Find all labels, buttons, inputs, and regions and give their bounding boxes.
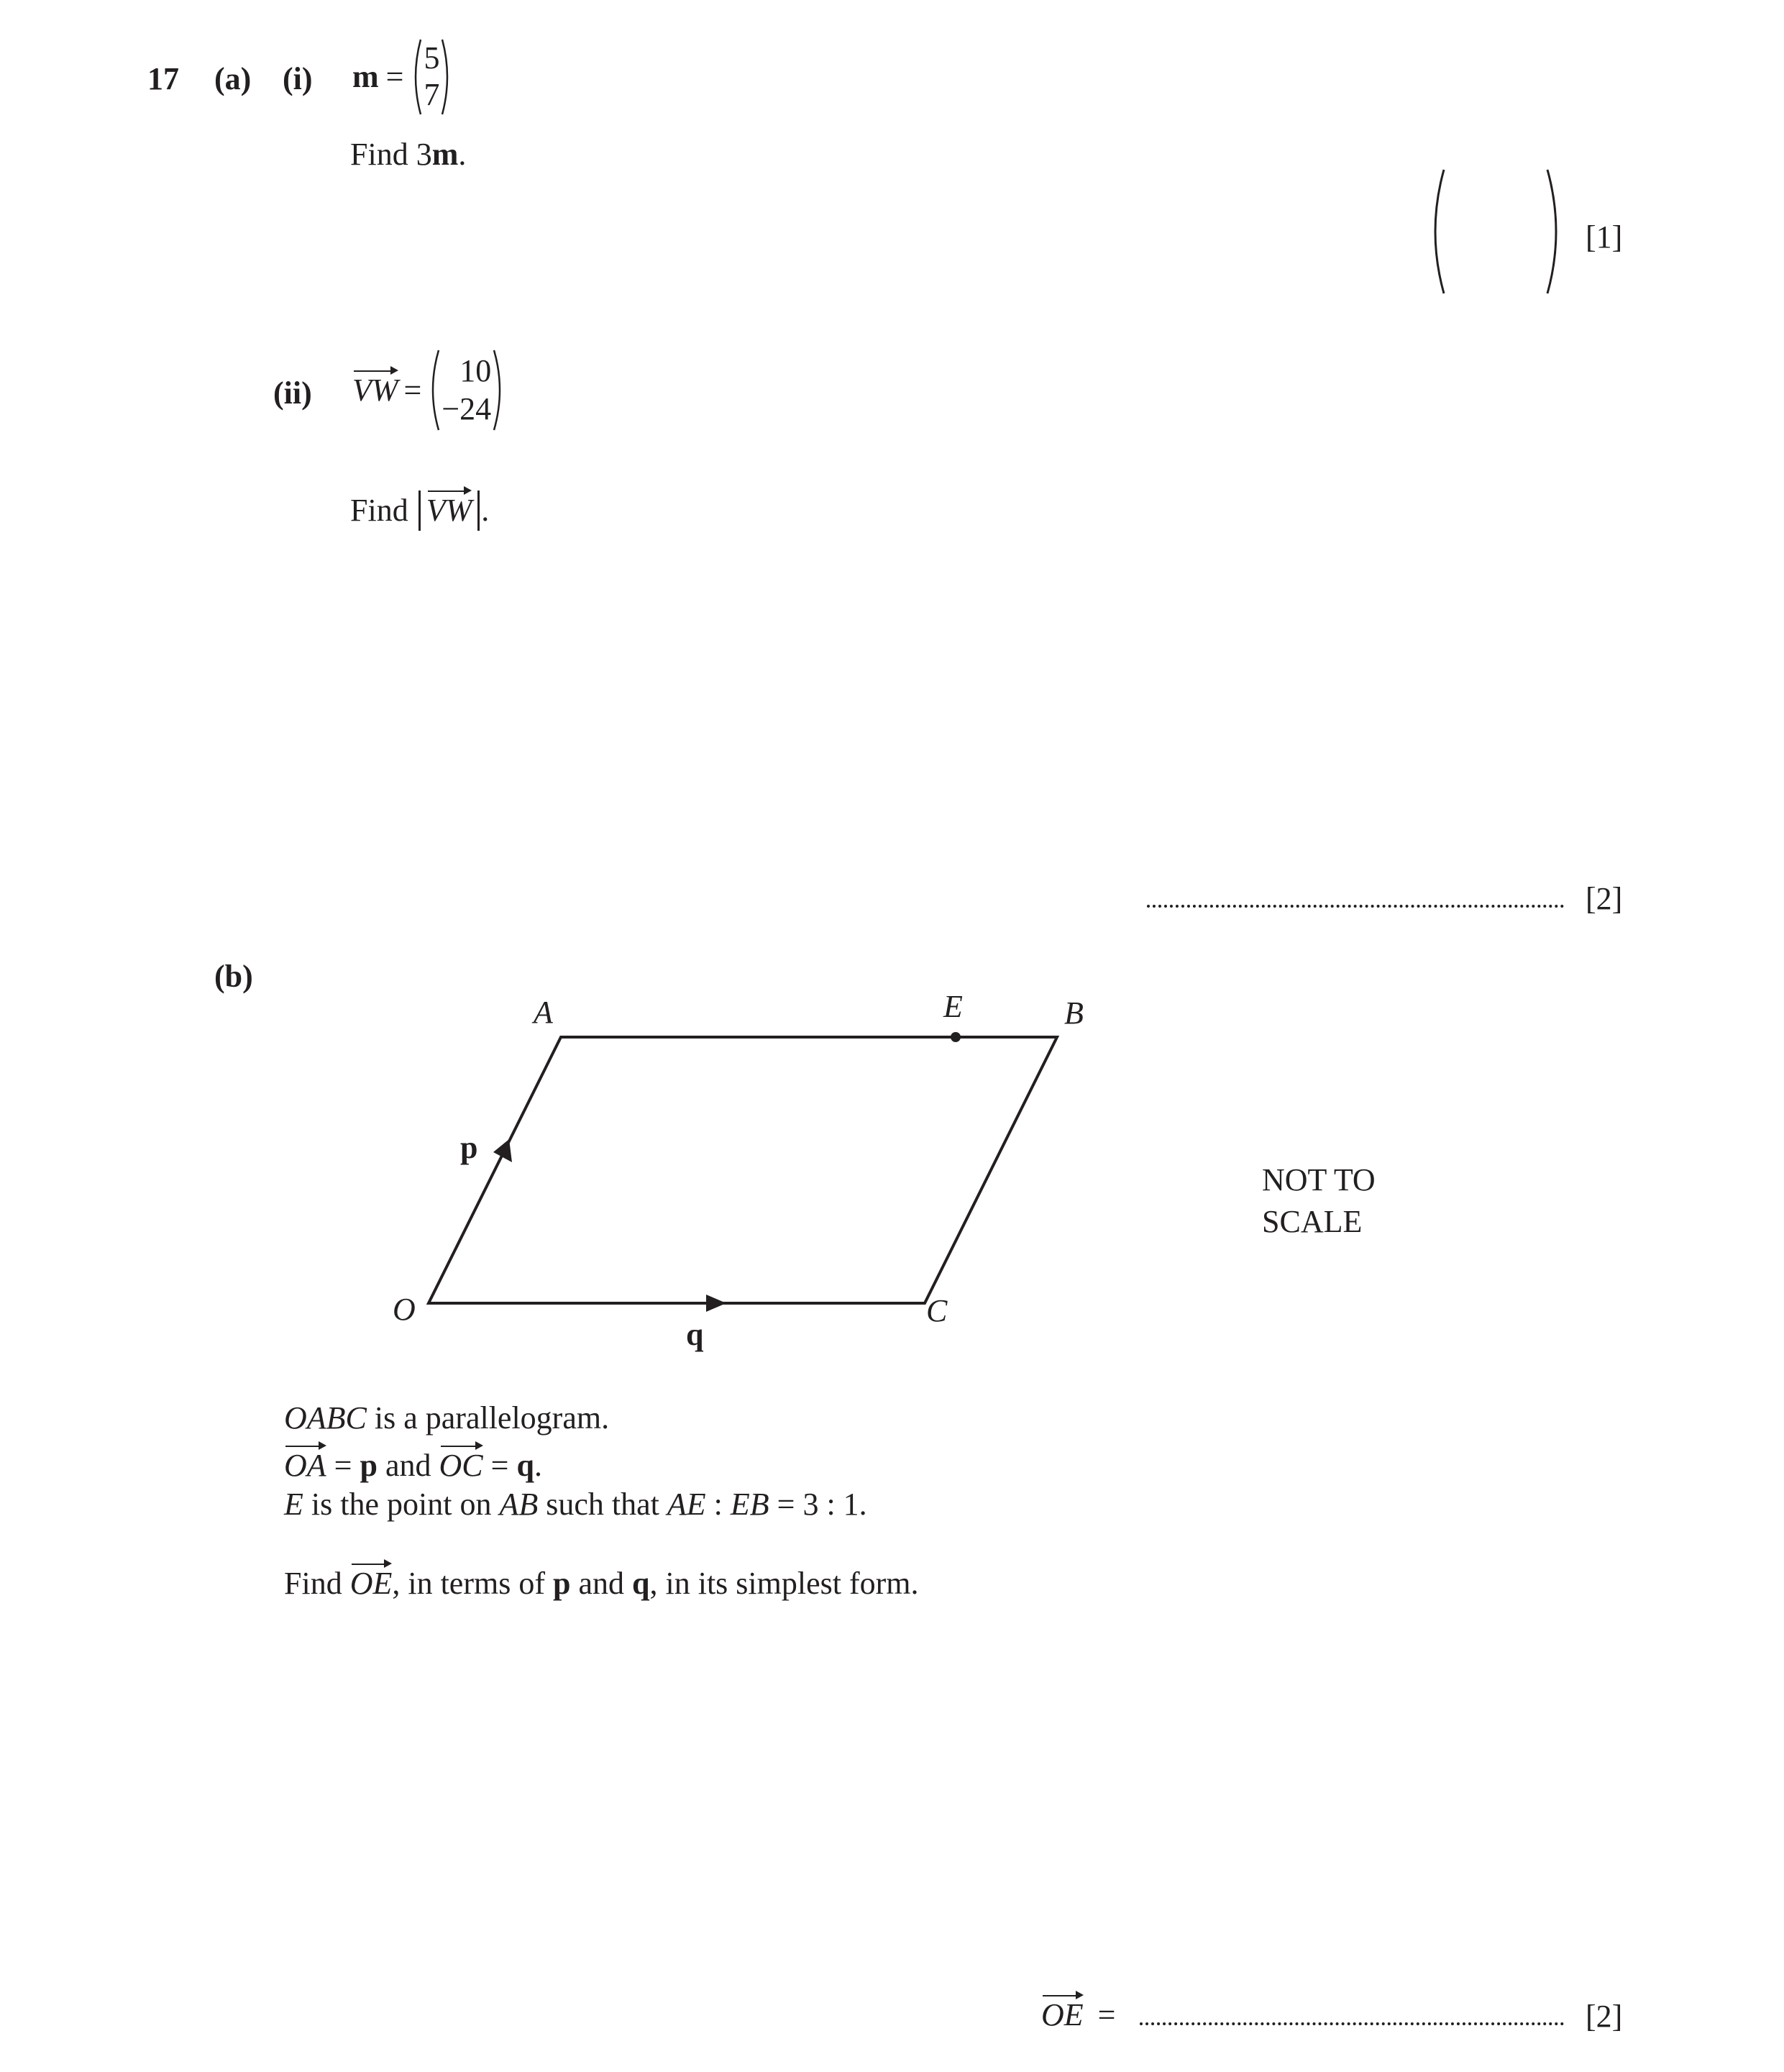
arrow-p-icon [493, 1139, 512, 1162]
bold-q: q [632, 1566, 650, 1601]
equals-sign: = [1097, 1997, 1116, 2032]
prompt-vector-vw: VW [426, 493, 472, 528]
vector-vw-name: VW [352, 372, 398, 408]
and-text: and [570, 1566, 633, 1601]
note-line-1: NOT TO [1262, 1162, 1376, 1197]
find-3m-prompt [350, 139, 466, 170]
find-oe-prompt [284, 1568, 919, 1599]
marks-a-ii: [2] [1586, 881, 1623, 916]
statement-text: is a parallelogram. [366, 1400, 610, 1436]
vertex-e-label: E [943, 989, 963, 1024]
answer-line-b[interactable] [1140, 2022, 1564, 2025]
prompt-bold-m: m [431, 137, 459, 172]
sub-i-label: (i) [283, 61, 313, 96]
period: . [534, 1448, 542, 1483]
italic-e: E [284, 1487, 303, 1522]
vector-oa: OA [284, 1448, 326, 1483]
marks-a-i: [1] [1586, 219, 1623, 255]
equals-sign: = [482, 1448, 517, 1483]
parallelogram-diagram [360, 985, 1115, 1359]
prompt-text: Find [350, 493, 408, 528]
vector-vw-bottom: −24 [442, 391, 492, 426]
vertex-c-label: C [926, 1293, 948, 1328]
statement-ratio [284, 1489, 867, 1520]
edge-p-label: p [460, 1130, 478, 1165]
vector-vw-definition [352, 349, 506, 432]
statement-parallelogram [284, 1402, 609, 1434]
vector-m-name: m [352, 59, 379, 94]
italic-ae: AE [667, 1487, 706, 1522]
bold-p: p [360, 1448, 378, 1483]
answer-vector-oe: OE [1041, 1997, 1084, 2032]
column-vector-m [411, 38, 452, 116]
vector-vw-top: 10 [459, 352, 492, 388]
arrow-q-icon [706, 1295, 726, 1312]
vertex-o-label: O [393, 1292, 416, 1327]
answer-label-oe [1041, 1999, 1115, 2031]
ratio-value: = 3 : 1. [769, 1487, 867, 1522]
parallelogram-oabc [429, 1037, 1057, 1303]
right-paren-icon [441, 38, 452, 116]
vertex-a-label: A [534, 995, 553, 1030]
right-paren-icon [493, 349, 506, 432]
not-to-scale-note [1262, 1159, 1376, 1243]
left-paren-icon [411, 38, 422, 116]
find-magnitude-prompt [350, 490, 489, 531]
vector-m-top: 5 [424, 40, 440, 76]
ratio-colon: : [705, 1487, 731, 1522]
bold-p: p [553, 1566, 571, 1601]
abs-bar-left [418, 490, 421, 531]
left-paren-icon [427, 349, 440, 432]
abs-bar-right [477, 490, 480, 531]
answer-line-a-ii[interactable] [1147, 905, 1564, 908]
find-text: Find [284, 1566, 350, 1601]
sub-ii-label: (ii) [273, 375, 312, 411]
prompt-period: . [458, 137, 467, 172]
italic-eb: EB [730, 1487, 769, 1522]
note-line-2: SCALE [1262, 1204, 1363, 1240]
vector-oc: OC [439, 1448, 483, 1483]
equals-sign: = [403, 372, 422, 408]
column-vector-vw [427, 349, 506, 432]
part-a-label: (a) [214, 61, 252, 96]
prompt-period: . [481, 493, 490, 528]
find-text-3: , in its simplest form. [649, 1566, 919, 1601]
equals-sign: = [326, 1448, 360, 1483]
marks-b: [2] [1586, 1999, 1623, 2034]
question-number: 17 [147, 61, 179, 96]
equals-sign: = [385, 59, 404, 94]
vertex-b-label: B [1064, 995, 1084, 1031]
edge-q-label: q [686, 1317, 704, 1352]
oabc-italic: OABC [284, 1400, 367, 1436]
ratio-text-2: such that [538, 1487, 667, 1522]
find-text-2: , in terms of [392, 1566, 553, 1601]
vector-m-definition [352, 37, 452, 117]
point-e-dot [951, 1032, 961, 1042]
vector-m-bottom: 7 [424, 77, 440, 112]
answer-vector-brackets[interactable] [1431, 167, 1560, 296]
vector-oe: OE [349, 1566, 393, 1601]
ratio-text-1: is the point on [303, 1487, 500, 1522]
statement-vectors [284, 1450, 542, 1482]
italic-ab: AB [499, 1487, 539, 1522]
and-text: and [377, 1448, 439, 1483]
part-b-label: (b) [214, 959, 253, 994]
prompt-text: Find 3 [350, 137, 432, 172]
bold-q: q [516, 1448, 534, 1483]
